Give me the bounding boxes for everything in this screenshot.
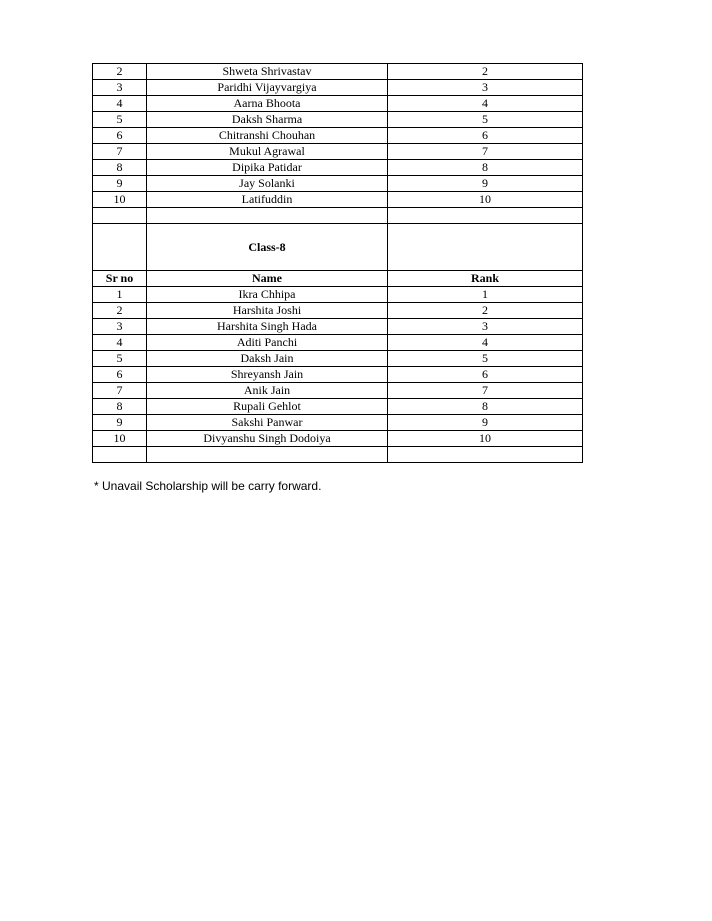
rank-cell: 9 [388, 415, 583, 431]
table-row [93, 351, 583, 367]
rank-cell: 5 [388, 112, 583, 128]
name-cell: Paridhi Vijayvargiya [147, 80, 388, 96]
name-cell: Anik Jain [147, 383, 388, 399]
table-row [93, 399, 583, 415]
name-cell: Chitranshi Chouhan [147, 128, 388, 144]
rank-cell: 2 [388, 303, 583, 319]
class-title-row [93, 224, 583, 271]
rank-cell: 5 [388, 351, 583, 367]
sr-no-cell: 7 [93, 144, 147, 160]
rank-cell: 10 [388, 431, 583, 447]
table-row [93, 128, 583, 144]
sr-no-cell: 4 [93, 335, 147, 351]
rank-cell: 6 [388, 128, 583, 144]
rank-cell: 8 [388, 399, 583, 415]
table-row [93, 112, 583, 128]
name-cell: Jay Solanki [147, 176, 388, 192]
name-cell: Aarna Bhoota [147, 96, 388, 112]
table-row [93, 335, 583, 351]
empty-cell [93, 224, 147, 271]
name-cell: Latifuddin [147, 192, 388, 208]
rank-cell: 8 [388, 160, 583, 176]
footnote: * Unavail Scholarship will be carry forward. [94, 479, 322, 493]
sr-no-cell: 2 [93, 303, 147, 319]
table-row [93, 192, 583, 208]
sr-no-cell: 10 [93, 192, 147, 208]
name-cell: Shweta Shrivastav [147, 64, 388, 80]
sr-no-cell: 4 [93, 96, 147, 112]
rank-cell: 3 [388, 80, 583, 96]
table-row [93, 144, 583, 160]
header-name: Name [147, 271, 388, 287]
table-row [93, 319, 583, 335]
sr-no-cell: 8 [93, 399, 147, 415]
sr-no-cell: 6 [93, 128, 147, 144]
rank-cell: 7 [388, 144, 583, 160]
table-row [93, 383, 583, 399]
name-cell: Rupali Gehlot [147, 399, 388, 415]
empty-cell [147, 447, 388, 463]
sr-no-cell: 3 [93, 80, 147, 96]
scholarship-table [92, 63, 583, 463]
name-cell: Ikra Chhipa [147, 287, 388, 303]
rank-cell: 10 [388, 192, 583, 208]
header-sr-no: Sr no [93, 271, 147, 287]
sr-no-cell: 1 [93, 287, 147, 303]
name-cell: Daksh Sharma [147, 112, 388, 128]
header-row [93, 271, 583, 287]
rank-cell: 1 [388, 287, 583, 303]
empty-cell [388, 224, 583, 271]
table-body [93, 64, 583, 463]
sr-no-cell: 9 [93, 176, 147, 192]
empty-cell [93, 208, 147, 224]
sr-no-cell: 10 [93, 431, 147, 447]
table-row [93, 96, 583, 112]
rank-cell: 4 [388, 335, 583, 351]
class-title: Class-8 [147, 224, 388, 271]
rank-cell: 6 [388, 367, 583, 383]
name-cell: Harshita Singh Hada [147, 319, 388, 335]
table-row [93, 287, 583, 303]
name-cell: Aditi Panchi [147, 335, 388, 351]
name-cell: Harshita Joshi [147, 303, 388, 319]
sr-no-cell: 5 [93, 351, 147, 367]
name-cell: Mukul Agrawal [147, 144, 388, 160]
sr-no-cell: 5 [93, 112, 147, 128]
rank-cell: 4 [388, 96, 583, 112]
table-row [93, 80, 583, 96]
rank-cell: 9 [388, 176, 583, 192]
empty-row [93, 208, 583, 224]
sr-no-cell: 8 [93, 160, 147, 176]
name-cell: Daksh Jain [147, 351, 388, 367]
table-row [93, 367, 583, 383]
header-rank: Rank [388, 271, 583, 287]
name-cell: Divyanshu Singh Dodoiya [147, 431, 388, 447]
table-row [93, 303, 583, 319]
empty-row [93, 447, 583, 463]
sr-no-cell: 9 [93, 415, 147, 431]
table-row [93, 176, 583, 192]
empty-cell [147, 208, 388, 224]
sr-no-cell: 7 [93, 383, 147, 399]
name-cell: Shreyansh Jain [147, 367, 388, 383]
rank-cell: 3 [388, 319, 583, 335]
name-cell: Sakshi Panwar [147, 415, 388, 431]
table-row [93, 431, 583, 447]
name-cell: Dipika Patidar [147, 160, 388, 176]
rank-cell: 2 [388, 64, 583, 80]
empty-cell [93, 447, 147, 463]
table-row [93, 64, 583, 80]
sr-no-cell: 2 [93, 64, 147, 80]
rank-cell: 7 [388, 383, 583, 399]
empty-cell [388, 208, 583, 224]
table-row [93, 160, 583, 176]
sr-no-cell: 3 [93, 319, 147, 335]
sr-no-cell: 6 [93, 367, 147, 383]
empty-cell [388, 447, 583, 463]
table-row [93, 415, 583, 431]
